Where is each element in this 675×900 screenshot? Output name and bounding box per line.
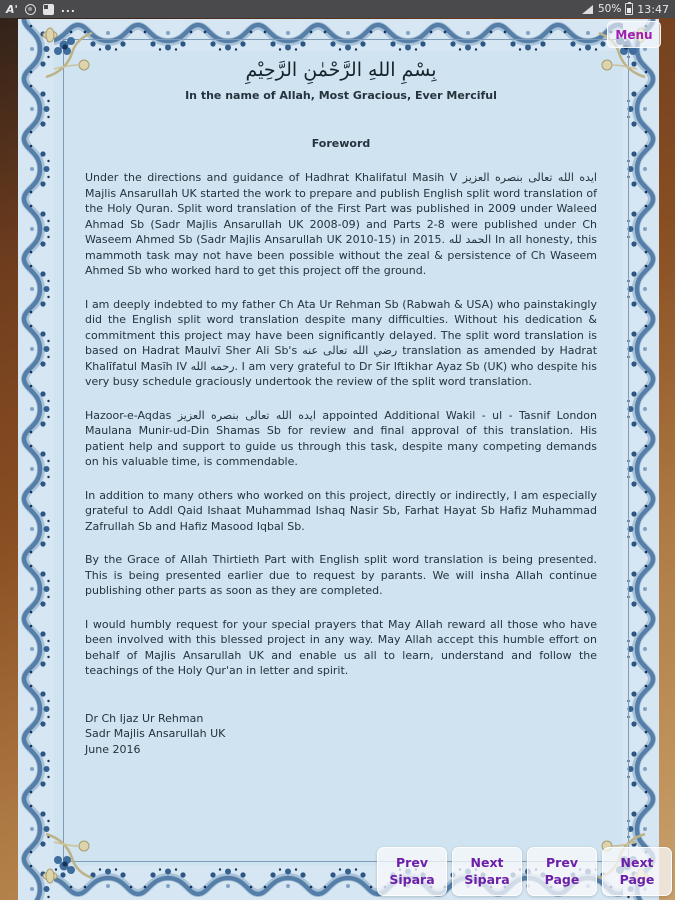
bottom-navigation bbox=[377, 847, 672, 896]
more-icon: ... bbox=[60, 3, 76, 15]
status-bar-left bbox=[6, 3, 76, 16]
signature-block bbox=[85, 711, 597, 758]
signature-date: June 2016 bbox=[85, 742, 141, 756]
corner-ornament-top-left bbox=[40, 25, 98, 83]
prev-page-label-line2: Page bbox=[544, 871, 580, 887]
paragraph: In addition to many others who worked on this project, directly or indirectly, I am especially grateful to Addl Qaid Ishaat Muhammad Ishaq Nasir Sb, Farhat Hayat Sb Hafiz Muhammad Zafrullah Sb and Hafiz Masood Iqbal Sb. bbox=[85, 488, 597, 533]
smart-stay-icon bbox=[25, 4, 36, 15]
next-page-label-line1: Next bbox=[620, 854, 654, 870]
font-size-icon: A' bbox=[6, 2, 18, 16]
prev-sipara-label-line1: Prev bbox=[396, 854, 428, 870]
paragraph: Hazoor-e-Aqdas ايده الله تعالى بنصره العزيز appointed Additional Wakil - ul - Tasnif London Maulana Munir-ud-Din Shamas Sb for review and final approval of this translation. His patient help and support to guide us through this task, despite many competing demands on his valuable time, is commendable. bbox=[85, 408, 597, 468]
next-page-label-line2: Page bbox=[619, 871, 655, 887]
prev-page-label-line1: Prev bbox=[546, 854, 578, 870]
corner-ornament-bottom-left bbox=[40, 828, 98, 886]
page-title: Foreword bbox=[311, 136, 371, 150]
document-page bbox=[18, 19, 659, 900]
bismillah-translation: In the name of Allah, Most Gracious, Ever Merciful bbox=[185, 89, 497, 102]
battery-icon bbox=[625, 3, 633, 15]
screenshot-icon bbox=[43, 4, 54, 15]
clock: 13:47 bbox=[637, 2, 669, 16]
paragraph: Under the directions and guidance of Hadhrat Khalifatul Masih V ايده الله تعالى بنصره العزيز Majlis Ansarullah UK started the work to prepare and publish English split word translation of the Holy Quran. Split word translation of the First Part was published in 2009 under Waleed Ahmad Sb (Sadr Majlis Ansarullah UK 2008-09) and Parts 2-8 were published under Ch Waseem Ahmed Sb (Sadr Majlis Ansarullah UK 2010-15) in 2015. الحمد لله In all honesty, this mammoth task may not have been possible without the zeal & persistence of Ch Waseem Ahmed Sb who worked hard to get this project off the ground. bbox=[85, 171, 597, 277]
next-sipara-label-line2: Sipara bbox=[464, 871, 510, 887]
signature-title: Sadr Majlis Ansarullah UK bbox=[85, 727, 226, 740]
border-left-ornament bbox=[18, 19, 54, 900]
signature-name: Dr Ch Ijaz Ur Rehman bbox=[85, 711, 204, 725]
next-sipara-label-line1: Next bbox=[470, 854, 504, 870]
page-content bbox=[85, 47, 597, 757]
next-sipara-button[interactable] bbox=[452, 847, 522, 896]
wifi-icon bbox=[581, 4, 594, 15]
battery-percent: 50% bbox=[597, 3, 622, 15]
prev-sipara-button[interactable] bbox=[377, 847, 447, 896]
next-page-button[interactable] bbox=[602, 847, 672, 896]
status-bar-right bbox=[581, 3, 669, 16]
border-right-ornament bbox=[620, 19, 659, 900]
menu-button[interactable]: Menu bbox=[607, 21, 661, 48]
bismillah-calligraphy: بِسْمِ اللهِ الرَّحْمٰنِ الرَّحِيْمِ bbox=[245, 59, 437, 81]
paragraph: I would humbly request for your special prayers that May Allah reward all those who have been involved with this blessed project in any way. May Allah accept this humble effort on behalf of Majlis Ansarullah UK and enable us all to learn, understand and follow the teachings of the Holy Qur'an in letter and spirit. bbox=[85, 617, 597, 677]
paragraph: I am deeply indebted to my father Ch Ata Ur Rehman Sb (Rabwah & USA) who painstakingly did the English split word translation despite many difficulties. Without his dedication & commitment this project may have been significantly delayed. The split word translation is based on Hadrat Maulvī Sher Ali Sb's رضي الله تعالى عنه translation as amended by Hadrat Khalīfatul Masīh IV رحمه الله. I am very grateful to Dr Sir Iftikhar Ayaz Sb (UK) who despite his very busy schedule graciously undertook the review of the split word translation. bbox=[85, 297, 598, 388]
prev-sipara-label-line2: Sipara bbox=[389, 871, 435, 887]
status-bar bbox=[0, 0, 675, 18]
prev-page-button[interactable] bbox=[527, 847, 597, 896]
paragraph: By the Grace of Allah Thirtieth Part with English split word translation is being presented. This is being presented earlier due to request by parants. We will insha Allah continue publishing other parts as soon as they are completed. bbox=[85, 553, 597, 597]
